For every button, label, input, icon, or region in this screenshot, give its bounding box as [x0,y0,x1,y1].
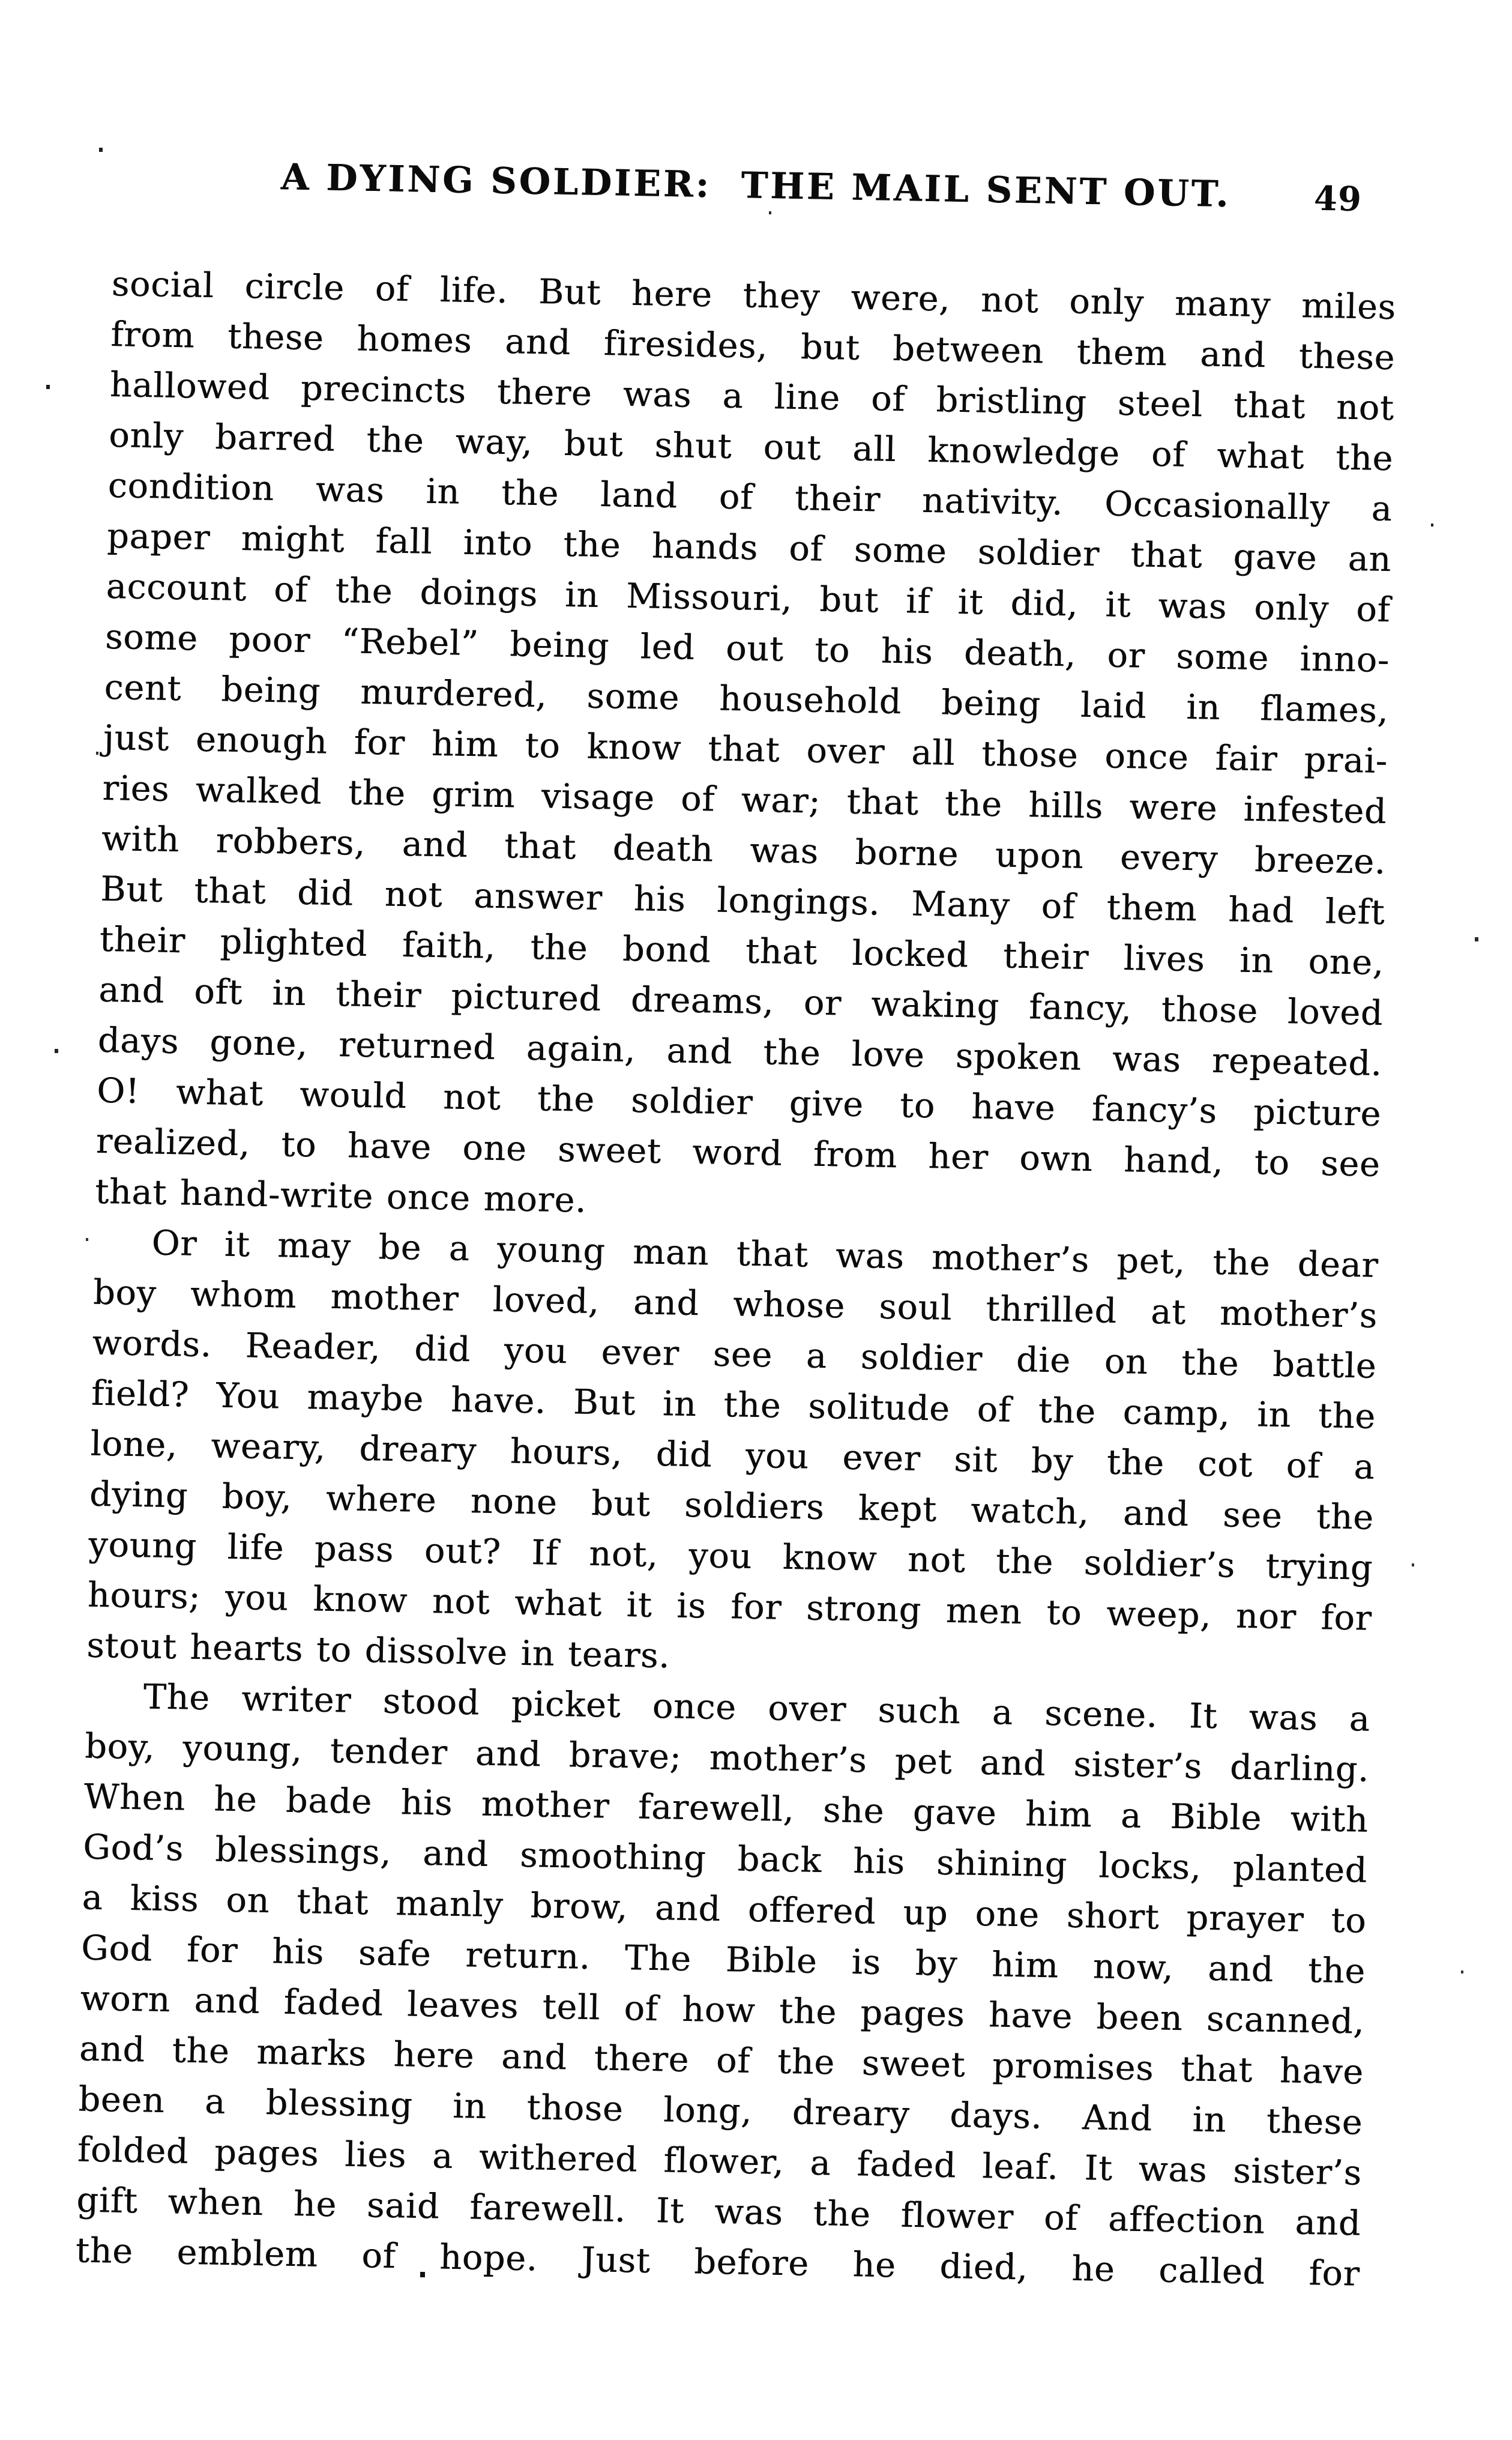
text-line-p1-19: that hand-write once more. [94,1171,587,1221]
text-line-p2-7: young life pass out? If not, you know not the soldier’s trying [88,1524,1373,1588]
text-line-p1-1: social circle of life. But here they were, not only many miles [111,264,1397,328]
text-line-p1-15: and oft in their pictured dreams, or waking fancy, those loved [98,970,1384,1033]
text-line-p1-2: from these homes and firesides, but between them and these [110,314,1396,378]
text-line-p3-6: God for his safe return. The Bible is by him now, and the [80,1928,1366,1992]
text-line-p3-1: The writer stood picket once over such a scene. It was a [143,1677,1371,1739]
body-text [75,259,1396,2300]
text-line-p2-5: lone, weary, dreary hours, did you ever sit by the cot of a [89,1424,1375,1487]
text-line-p1-6: paper might fall into the hands of some soldier that gave an [106,516,1392,580]
text-line-p3-12: the emblem of hope. Just before he died, he called for [75,2230,1361,2294]
text-line-p3-11: gift when he said farewell. It was the flower of affection and [76,2180,1361,2244]
text-line-p2-3: words. Reader, did you ever see a soldier die on the battle [92,1323,1377,1386]
text-line-p3-10: folded pages lies a withered flower, a faded leaf. It was sister’s [77,2130,1363,2193]
text-line-p2-4: field? You maybe have. But in the solitude of the camp, in the [91,1373,1376,1437]
page-number: 49 [1313,178,1363,220]
text-line-p2-2: boy whom mother loved, and whose soul thrilled at mother’s [92,1272,1378,1336]
text-line-p3-2: boy, young, tender and brave; mother’s pet and sister’s darling. [84,1726,1370,1790]
text-line-p2-8: hours; you know not what it is for strong men to weep, nor for [87,1575,1373,1638]
text-line-p1-8: some poor “Rebel” being led out to his death, or some inno- [104,617,1390,681]
text-line-p3-3: When he bade his mother farewell, she gave him a Bible with [83,1777,1369,1840]
text-line-p3-8: and the marks here and there of the sweet promises that have [79,2029,1364,2092]
text-line-p1-10: just enough for him to know that over all those once fair prai- [103,717,1388,782]
text-line-p1-9: cent being murdered, some household being laid in flames, [104,667,1389,731]
page-title: A DYING SOLDIER: THE MAIL SENT OUT. [280,156,1232,216]
text-line-p3-4: God’s blessings, and smoothing back his shining locks, planted [82,1827,1368,1891]
text-line-p1-13: But that did not answer his longings. Many of them had left [100,869,1385,933]
page-sheet [75,153,1398,2300]
text-line-p2-6: dying boy, where none but soldiers kept watch, and see the [89,1474,1375,1538]
text-line-p1-11: ries walked the grim visage of war; that the hills were infested [102,768,1387,832]
text-line-p3-7: worn and faded leaves tell of how the pages have been scanned, [80,1978,1365,2042]
text-line-p1-3: hallowed precincts there was a line of bristling steel that not [109,364,1395,429]
text-line-p1-7: account of the doings in Missouri, but if it did, it was only of [106,566,1391,630]
text-line-p1-16: days gone, returned again, and the love spoken was repeated. [97,1020,1383,1084]
text-line-p2-1: Or it may be a young man that was mother’s pet, the dear [151,1223,1379,1285]
running-header [113,153,1399,225]
text-line-p1-5: condition was in the land of their nativity. Occasionally a [107,465,1393,530]
text-line-p1-12: with robbers, and that death was borne upon every breeze. [101,818,1387,883]
scan-noise-specks [0,0,2,3]
text-line-p3-5: a kiss on that manly brow, and offered up one short prayer to [82,1877,1367,1941]
text-line-p1-18: realized, to have one sweet word from her own hand, to see [95,1121,1381,1185]
text-line-p1-14: their plighted faith, the bond that locked their lives in one, [99,919,1385,983]
text-line-p1-17: O! what would not the soldier give to have fancy’s picture [96,1071,1382,1134]
text-line-p2-9: stout hearts to dissolve in tears. [86,1625,670,1676]
text-line-p3-9: been a blessing in those long, dreary days. And in these [77,2079,1363,2143]
text-line-p1-4: only barred the way, but shut out all knowledge of what the [108,415,1394,479]
